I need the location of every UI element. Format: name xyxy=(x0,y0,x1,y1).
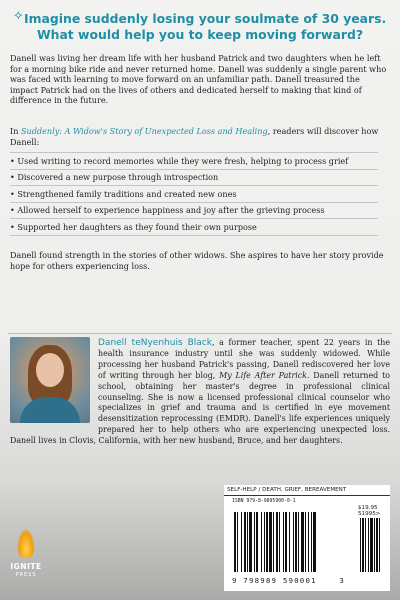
barcode-bar xyxy=(261,512,262,572)
list-item: • Allowed herself to experience happiness and joy after the grieving process xyxy=(10,203,378,220)
barcode-bar xyxy=(256,512,258,572)
barcode-panel xyxy=(224,485,390,591)
barcode-bar xyxy=(295,512,297,572)
price-label: $19.95 51995> xyxy=(358,505,381,517)
barcode-bar xyxy=(376,518,378,572)
barcode-bar xyxy=(370,518,373,572)
barcode-bar xyxy=(254,512,255,572)
barcode-bar xyxy=(264,512,265,572)
list-item: • Discovered a new purpose through introspection xyxy=(10,170,378,187)
discover-paragraph xyxy=(10,126,390,147)
barcode-bar xyxy=(247,512,248,572)
publisher-sub: PRESS xyxy=(15,572,37,578)
barcode-bar xyxy=(276,512,278,572)
barcode-bar xyxy=(269,512,272,572)
book-title: Suddenly: A Widow's Story of Unexpected Loss and Healing xyxy=(20,126,268,136)
barcode-bar xyxy=(283,512,284,572)
isbn-label: ISBN 979-8-9895900-0-1 xyxy=(232,499,296,504)
discover-prefix: In xyxy=(10,126,21,136)
barcode-bar xyxy=(313,512,316,572)
flame-icon xyxy=(17,528,35,558)
barcode-bars xyxy=(232,512,382,574)
barcode-bar xyxy=(244,512,246,572)
discover-suffix: , readers will discover how Danell: xyxy=(10,126,379,147)
barcode-bar xyxy=(266,512,268,572)
blog-title: My Life After Patrick xyxy=(219,370,307,380)
list-item: • Used writing to record memories while they were fresh, helping to process grief xyxy=(10,152,378,170)
barcode-bar xyxy=(305,512,306,572)
barcode-bar xyxy=(362,518,364,572)
author-name: Danell teNyenhuis Black xyxy=(98,338,212,348)
barcode-bar xyxy=(249,512,252,572)
isbn-number: 9 798989 590001 3 xyxy=(232,576,346,585)
barcode-bar xyxy=(241,512,242,572)
barcode-bar xyxy=(237,512,238,572)
barcode-bar xyxy=(234,512,236,572)
barcode-bar xyxy=(279,512,280,572)
category-label: SELF-HELP / DEATH, GRIEF, BEREAVEMENT xyxy=(224,485,390,496)
barcode-bar xyxy=(298,512,299,572)
barcode-bar xyxy=(365,518,366,572)
list-item: • Strengthened family traditions and created new ones xyxy=(10,186,378,203)
barcode-bar xyxy=(360,518,361,572)
author-bio: Danell teNyenhuis Black, a former teacher, spent 22 years in the health insurance industry until she was suddenly widowed. While processing her husband Patrick's passing, Danell rediscovered her love of writing through her blog, My Life After Patrick. Danell returned to school, obtaining her master's degree in professional clinical counseling. She is now a licensed professional clinical counselor who specializes in grief and trauma and is certified in eye movement desensitization reprocessing (EMDR). Danell's life experiences uniquely prepared her to help others who are experiencing unexpected loss. Danell lives in Clovis, California, with her new husband, Bruce, and her daughters. xyxy=(10,338,390,446)
intro-paragraph: Danell was living her dream life with her husband Patrick and two daughters when he left for a morning bike ride and never returned home. Danell was suddenly a single parent who was faced with learning to move forward on an unfamiliar path. Danell treasured the impact Patrick had on the lives of others and dedicated herself to making that kind of difference in the future. xyxy=(10,53,387,106)
bullet-list xyxy=(10,152,378,236)
barcode-bar xyxy=(273,512,274,572)
barcode-bar xyxy=(301,512,304,572)
barcode-bar xyxy=(311,512,312,572)
list-item: • Supported her daughters as they found their own purpose xyxy=(10,219,378,236)
closing-paragraph: Danell found strength in the stories of other widows. She aspires to have her story provide hope for others experiencing loss. xyxy=(10,250,384,271)
barcode-bar xyxy=(374,518,375,572)
publisher-name: IGNITE xyxy=(10,562,42,571)
headline xyxy=(24,11,387,43)
barcode-bar xyxy=(285,512,287,572)
barcode-bar xyxy=(308,512,309,572)
barcode-bar xyxy=(368,518,369,572)
headline-line-1: Imagine suddenly losing your soulmate of 30 years. xyxy=(24,11,387,26)
headline-line-2: What would help you to keep moving forward? xyxy=(36,27,364,42)
barcode-bar xyxy=(289,512,290,572)
barcode-bar xyxy=(293,512,294,572)
barcode-bar xyxy=(379,518,380,572)
bird-icon: ⟡ xyxy=(14,8,23,23)
publisher-logo xyxy=(8,528,44,590)
